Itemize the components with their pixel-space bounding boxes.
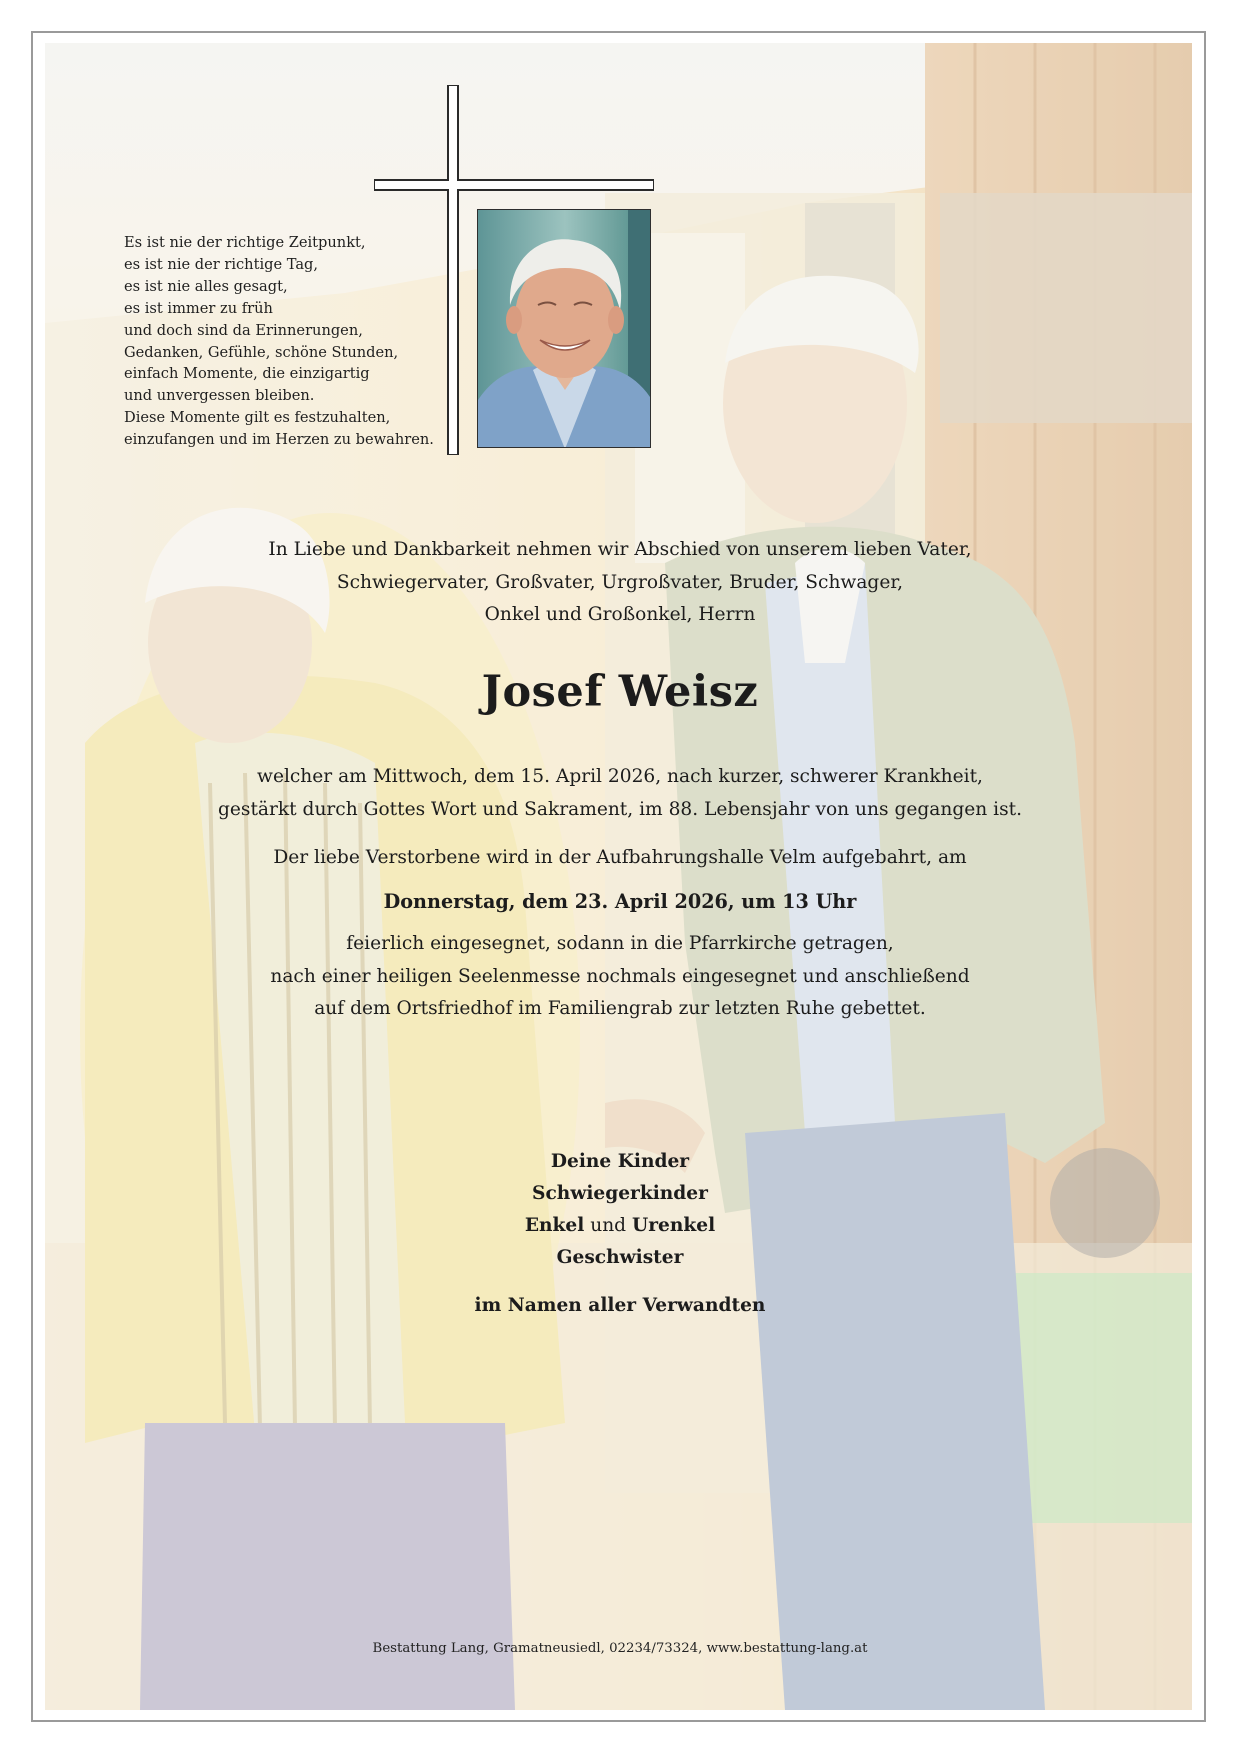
- mourner-word: und: [590, 1215, 627, 1236]
- mourner-line: Geschwister: [556, 1247, 684, 1268]
- burial-line: nach einer heiligen Seelenmesse nochmals eingesegnet und anschließend: [270, 965, 970, 987]
- poem-line: Diese Momente gilt es festzuhalten,: [124, 409, 391, 427]
- poem-line: und doch sind da Erinnerungen,: [124, 321, 363, 339]
- poem-line: einzufangen und im Herzen zu bewahren.: [124, 431, 434, 449]
- deceased-name: Josef Weisz: [481, 667, 759, 717]
- poem-line: es ist immer zu früh: [124, 299, 273, 317]
- mourner-line: Schwiegerkinder: [532, 1183, 708, 1204]
- poem-line: Es ist nie der richtige Zeitpunkt,: [124, 234, 366, 251]
- poem-line: einfach Momente, die einzigartig: [124, 365, 370, 383]
- mourner-line: Deine Kinder: [550, 1151, 690, 1172]
- closing-line: im Namen aller Verwandten: [474, 1295, 766, 1316]
- footer-funeral-home: Bestattung Lang, Gramatneusiedl, 02234/73324, www.bestattung-lang.at: [372, 1641, 868, 1656]
- mourners-list: [120, 1146, 1120, 1274]
- poem-line: Gedanken, Gefühle, schöne Stunden,: [124, 343, 399, 361]
- death-line: welcher am Mittwoch, dem 15. April 2026, nach kurzer, schwerer Krankheit,: [257, 766, 983, 787]
- death-text: [120, 761, 1120, 826]
- ceremony-date: Donnerstag, dem 23. April 2026, um 13 Uhr: [383, 890, 857, 913]
- laid-out-text: Der liebe Verstorbene wird in der Aufbahrungshalle Velm aufgebahrt, am: [273, 847, 967, 868]
- poem: [124, 232, 434, 451]
- intro-line: Onkel und Großonkel, Herrn: [484, 604, 756, 625]
- intro-line: In Liebe und Dankbarkeit nehmen wir Abschied von unserem lieben Vater,: [268, 539, 972, 560]
- poem-line: es ist nie alles gesagt,: [124, 277, 288, 295]
- mourner-line: [120, 1210, 1120, 1242]
- intro-line: Schwiegervater, Großvater, Urgroßvater, Bruder, Schwager,: [336, 571, 904, 593]
- burial-text: [120, 928, 1120, 1026]
- intro-text: [120, 534, 1120, 632]
- mourner-word: Urenkel: [632, 1215, 716, 1236]
- poem-line: es ist nie der richtige Tag,: [124, 255, 319, 273]
- portrait-photo: [477, 209, 651, 448]
- burial-line: auf dem Ortsfriedhof im Familiengrab zur letzten Ruhe gebettet.: [314, 998, 926, 1019]
- burial-line: feierlich eingesegnet, sodann in die Pfarrkirche getragen,: [346, 933, 894, 954]
- poem-line: und unvergessen bleiben.: [124, 387, 315, 405]
- death-line: gestärkt durch Gottes Wort und Sakrament, im 88. Lebensjahr von uns gegangen ist.: [218, 798, 1022, 820]
- mourner-word: Enkel: [524, 1215, 585, 1236]
